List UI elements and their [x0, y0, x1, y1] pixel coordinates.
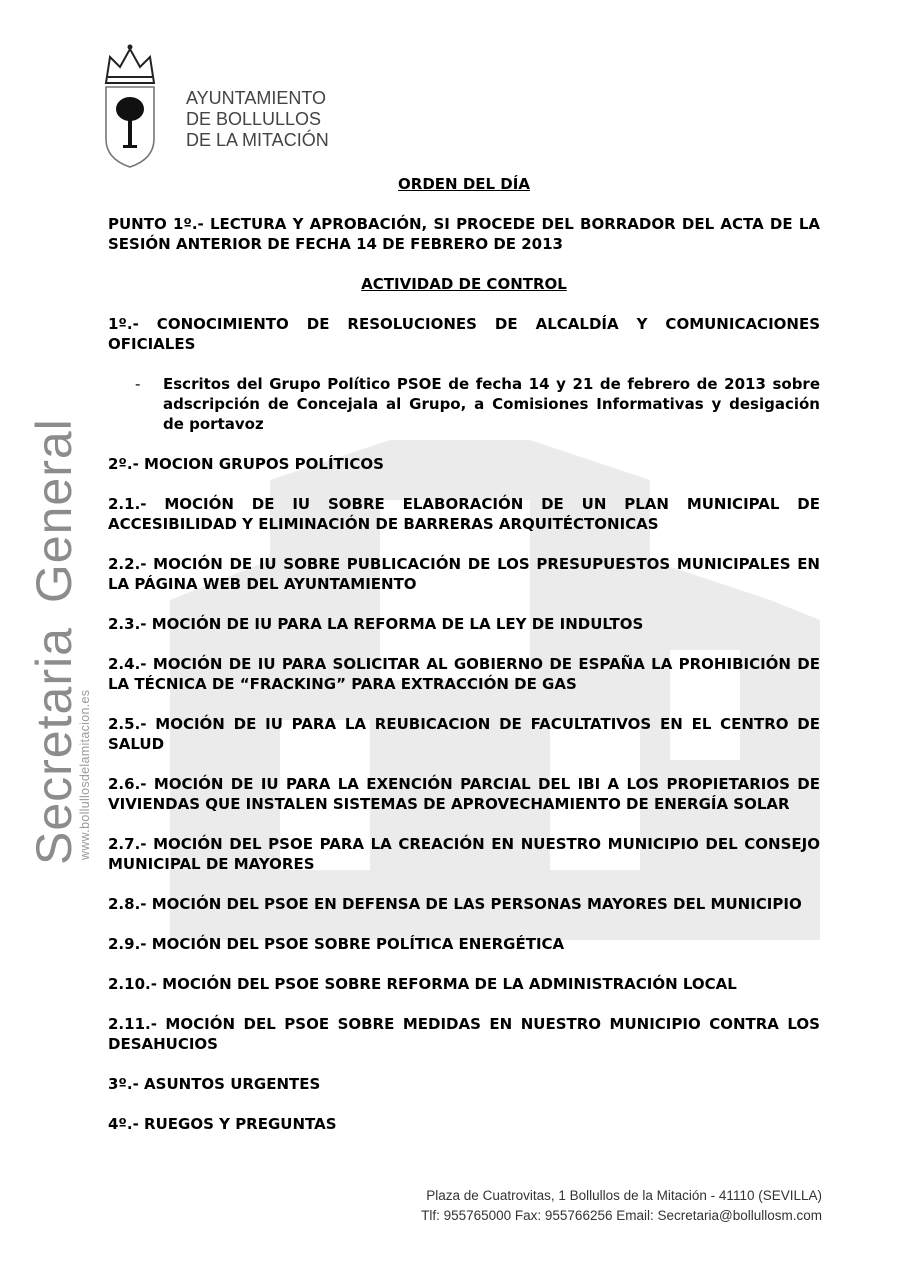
agenda-content [108, 174, 820, 1134]
mocion-2-4: 2.4.- MOCIÓN DE IU PARA SOLICITAR AL GOBIERNO DE ESPAÑA LA PROHIBICIÓN DE LA TÉCNICA DE “FRACKING” PARA EXTRACCIÓN DE GAS [108, 655, 820, 693]
mocion-2-1: 2.1.- MOCIÓN DE IU SOBRE ELABORACIÓN DE UN PLAN MUNICIPAL DE ACCESIBILIDAD Y ELIMINACIÓN DE BARRERAS ARQUITÉCTONICAS [108, 495, 820, 533]
mocion-2-3: 2.3.- MOCIÓN DE IU PARA LA REFORMA DE LA LEY DE INDULTOS [108, 615, 644, 633]
agenda-item-1: 1º.- CONOCIMIENTO DE RESOLUCIONES DE ALCALDÍA Y COMUNICACIONES OFICIALES [108, 315, 820, 353]
ayuntamiento-logo-text: AYUNTAMIENTO DE BOLLULLOS DE LA MITACIÓN [186, 88, 329, 150]
mocion-2-2: 2.2.- MOCIÓN DE IU SOBRE PUBLICACIÓN DE LOS PRESUPUESTOS MUNICIPALES EN LA PÁGINA WEB DEL AYUNTAMIENTO [108, 555, 820, 593]
footer-contact-line: Tlf: 955765000 Fax: 955766256 Email: Secretaria@bollullosm.com [421, 1208, 822, 1223]
bullet-text: Escritos del Grupo Político PSOE de fecha 14 y 21 de febrero de 2013 sobre adscripción de Concejala al Grupo, a Comisiones Informativas y desigación de portavoz [163, 375, 820, 433]
bullet-dash: - [135, 375, 141, 393]
mocion-2-10: 2.10.- MOCIÓN DEL PSOE SOBRE REFORMA DE LA ADMINISTRACIÓN LOCAL [108, 975, 737, 993]
mocion-2-7: 2.7.- MOCIÓN DEL PSOE PARA LA CREACIÓN EN NUESTRO MUNICIPIO DEL CONSEJO MUNICIPAL DE MAYORES [108, 835, 820, 873]
footer-contact [421, 1186, 822, 1226]
section-title: ACTIVIDAD DE CONTROL [361, 275, 567, 293]
bullet-item [135, 374, 820, 434]
agenda-item-3: 3º.- ASUNTOS URGENTES [108, 1075, 321, 1093]
mocion-2-5: 2.5.- MOCIÓN DE IU PARA LA REUBICACION DE FACULTATIVOS EN EL CENTRO DE SALUD [108, 715, 820, 753]
mocion-2-9: 2.9.- MOCIÓN DEL PSOE SOBRE POLÍTICA ENERGÉTICA [108, 935, 565, 953]
agenda-item-2: 2º.- MOCION GRUPOS POLÍTICOS [108, 455, 384, 473]
mocion-2-11: 2.11.- MOCIÓN DEL PSOE SOBRE MEDIDAS EN NUESTRO MUNICIPIO CONTRA LOS DESAHUCIOS [108, 1015, 820, 1053]
website-vertical-text: www.bollullosdelamitacion.es [78, 689, 92, 860]
secretaria-general-vertical-title: SecretariaGeneral [26, 418, 82, 865]
mocion-2-6: 2.6.- MOCIÓN DE IU PARA LA EXENCIÓN PARCIAL DEL IBI A LOS PROPIETARIOS DE VIVIENDAS QUE INSTALEN SISTEMAS DE APROVECHAMIENTO DE ENERGÍA SOLAR [108, 775, 820, 813]
document-title: ORDEN DEL DÍA [398, 175, 530, 193]
punto-1: PUNTO 1º.- LECTURA Y APROBACIÓN, SI PROCEDE DEL BORRADOR DEL ACTA DE LA SESIÓN ANTERIOR DE FECHA 14 DE FEBRERO DE 2013 [108, 215, 820, 253]
mocion-2-8: 2.8.- MOCIÓN DEL PSOE EN DEFENSA DE LAS PERSONAS MAYORES DEL MUNICIPIO [108, 895, 802, 913]
footer-address: Plaza de Cuatrovitas, 1 Bollullos de la Mitación - 41110 (SEVILLA) [426, 1188, 822, 1203]
agenda-item-4: 4º.- RUEGOS Y PREGUNTAS [108, 1115, 337, 1133]
